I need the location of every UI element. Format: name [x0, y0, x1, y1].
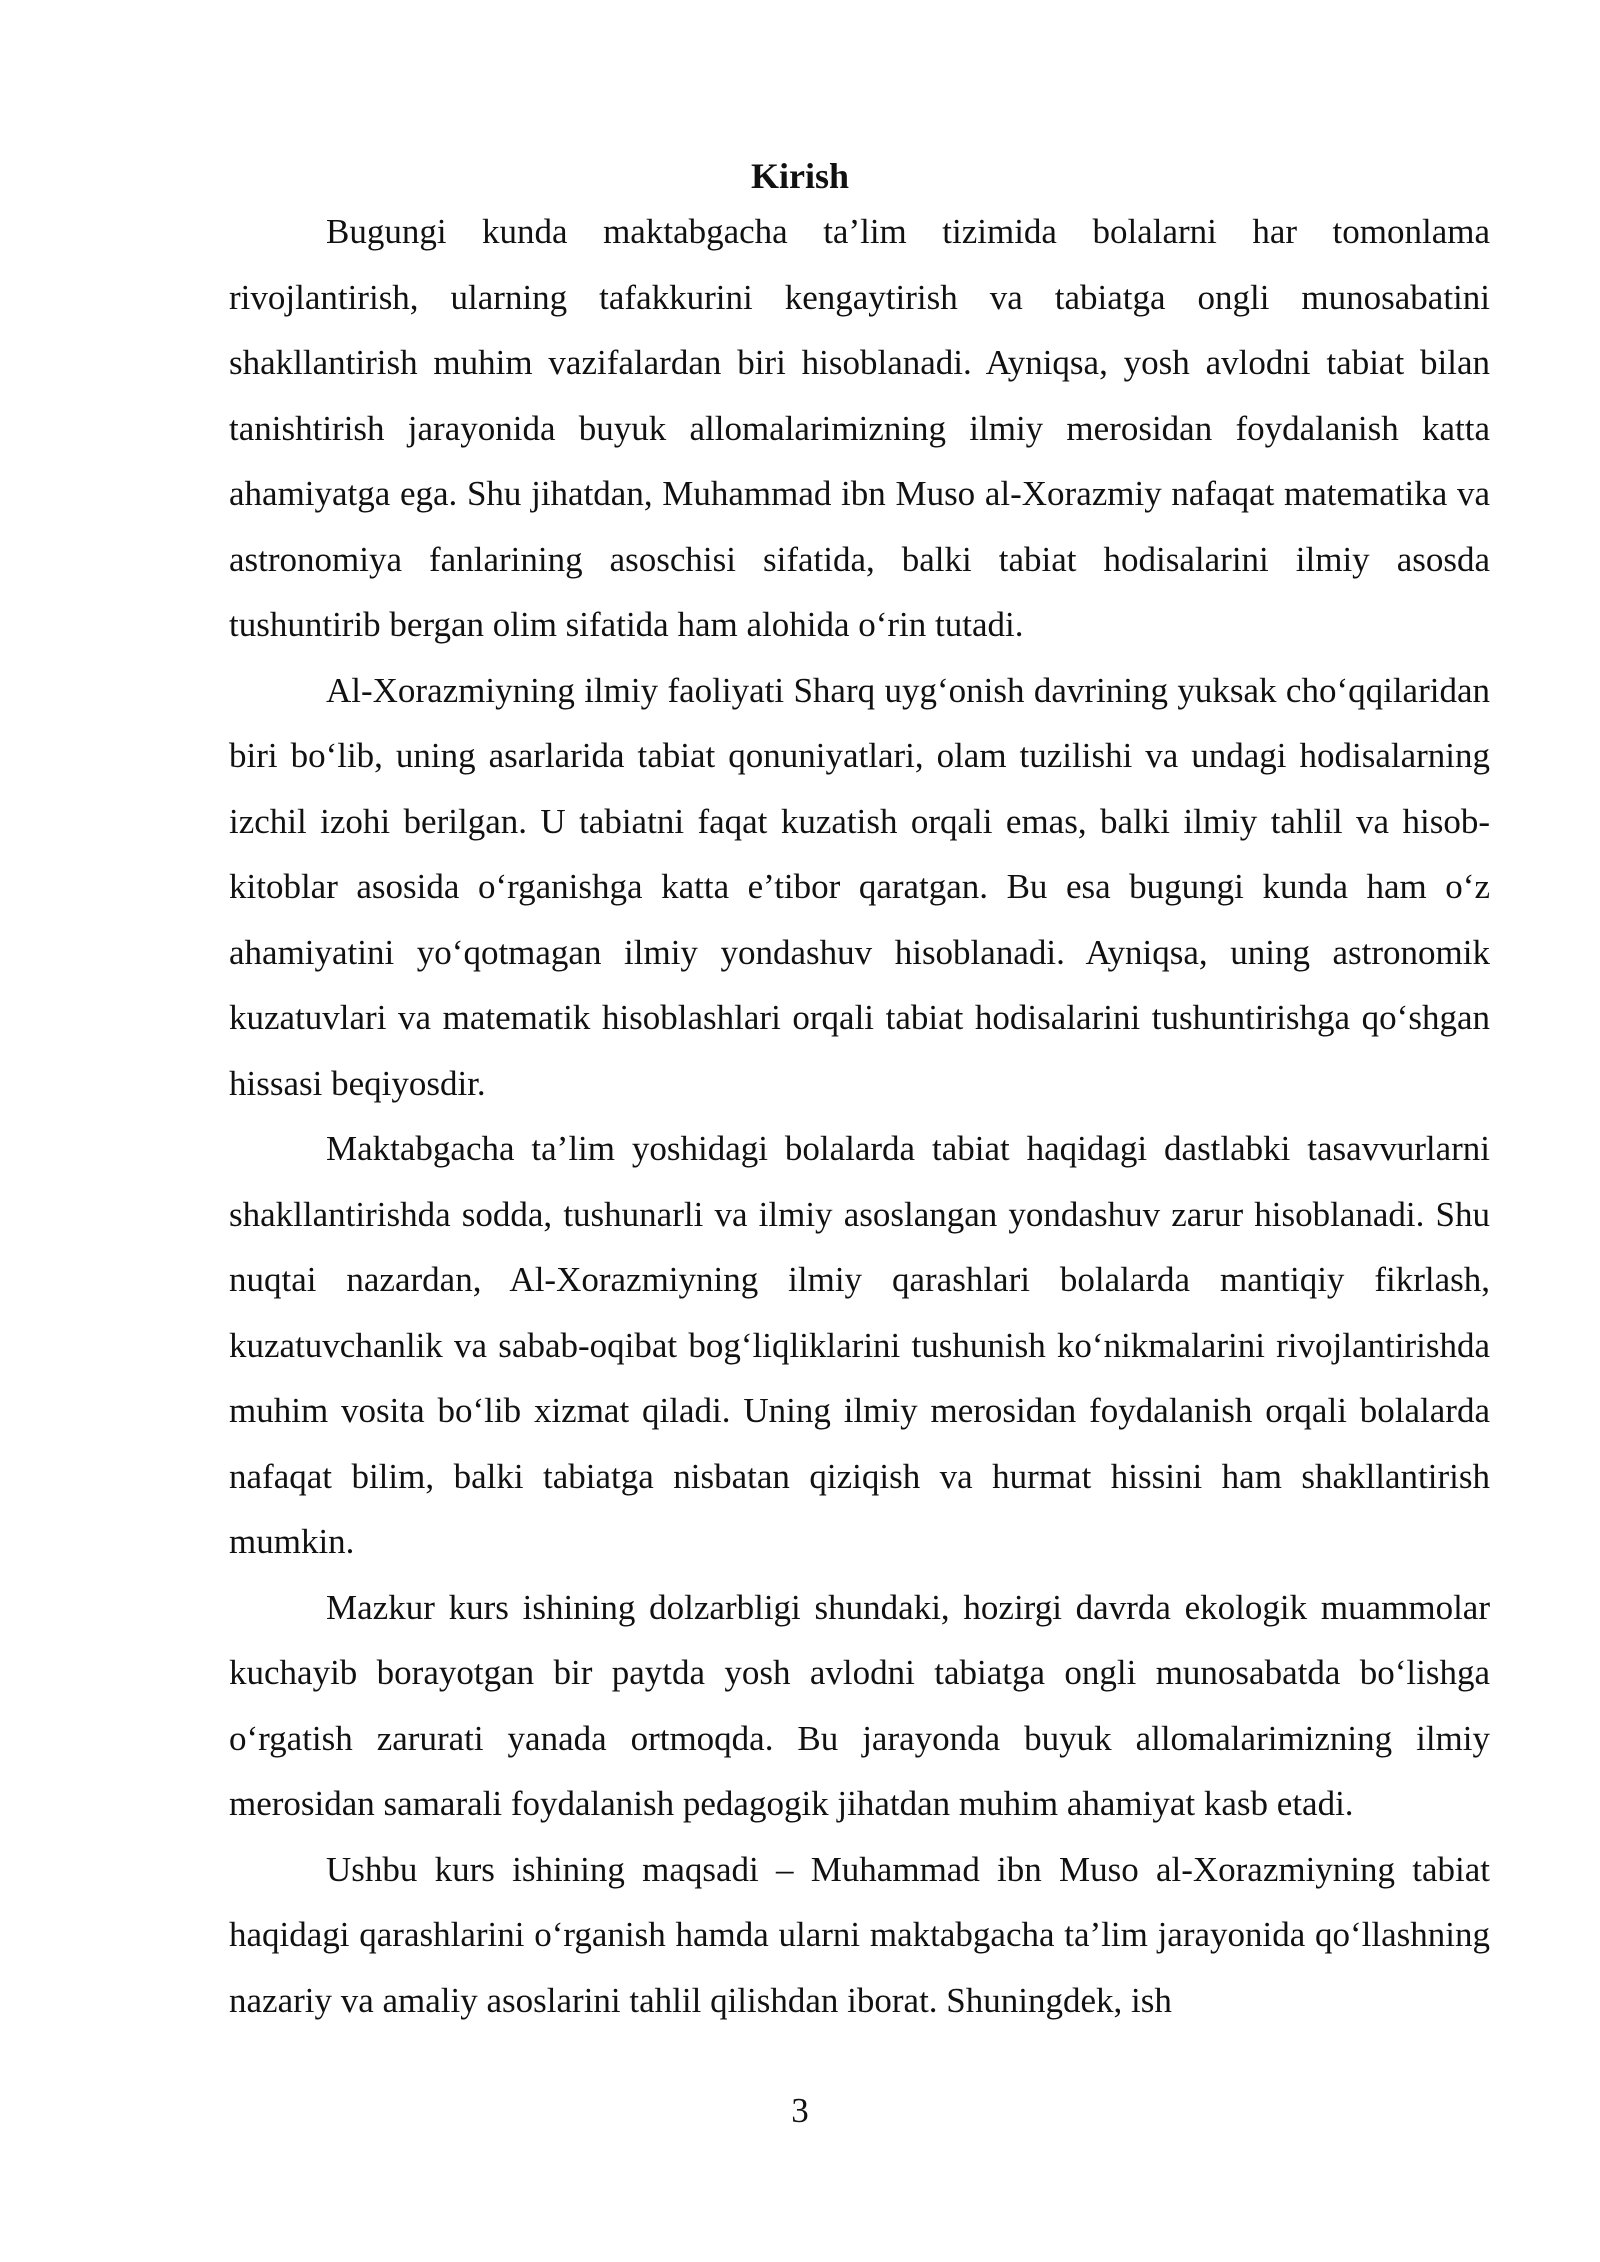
paragraph-2: Al-Xorazmiyning ilmiy faoliyati Sharq uyg‘onish davrining yuksak cho‘qqilaridan biri bo‘lib, uning asarlarida tabiat qonuniyatlari, olam tuzilishi va undagi hodisalarning izchil izohi berilgan. U tabiatni faqat kuzatish orqali emas, balki ilmiy tahlil va hisob-kitoblar asosida o‘rganishga katta e’tibor qaratgan. Bu esa bugungi kunda ham o‘z ahamiyatini yo‘qotmagan ilmiy yondashuv hisoblanadi. Ayniqsa, uning astronomik kuzatuvlari va matematik hisoblashlari orqali tabiat hodisalarini tushuntirishga qo‘shgan hissasi beqiyosdir.	[229, 670, 1490, 1103]
paragraph-3: Maktabgacha ta’lim yoshidagi bolalarda tabiat haqidagi dastlabki tasavvurlarni shakllantirishda sodda, tushunarli va ilmiy asoslangan yondashuv zarur hisoblanadi. Shu nuqtai nazardan, Al-Xorazmiyning ilmiy qarashlari bolalarda mantiqiy fikrlash, kuzatuvchanlik va sabab-oqibat bog‘liqliklarini tushunish ko‘nikmalarini rivojlantirishda muhim vosita bo‘lib xizmat qiladi. Uning ilmiy merosidan foydalanish orqali bolalarda nafaqat bilim, balki tabiatga nisbatan qiziqish va hurmat hissini ham shakllantirish mumkin.	[229, 1129, 1490, 1561]
body-text	[229, 199, 1490, 2033]
page-number: 3	[791, 2091, 809, 2130]
paragraph-4: Mazkur kurs ishining dolzarbligi shundaki, hozirgi davrda ekologik muammolar kuchayib borayotgan bir paytda yosh avlodni tabiatga ongli munosabatda bo‘lishga o‘rgatish zarurati yanada ortmoqda. Bu jarayonda buyuk allomalarimizning ilmiy merosidan samarali foydalanish pedagogik jihatdan muhim ahamiyat kasb etadi.	[229, 1587, 1490, 1823]
paragraph-1: Bugungi kunda maktabgacha ta’lim tizimida bolalarni har tomonlama rivojlantirish, ularning tafakkurini kengaytirish va tabiatga ongli munosabatini shakllantirish muhim vazifalardan biri hisoblanadi. Ayniqsa, yosh avlodni tabiat bilan tanishtirish jarayonida buyuk allomalarimizning ilmiy merosidan foydalanish katta ahamiyatga ega. Shu jihatdan, Muhammad ibn Muso al-Xorazmiy nafaqat matematika va astronomiya fanlarining asoschisi sifatida, balki tabiat hodisalarini ilmiy asosda tushuntirib bergan olim sifatida ham alohida o‘rin tutadi.	[229, 212, 1490, 644]
paragraph-5: Ushbu kurs ishining maqsadi – Muhammad ibn Muso al-Xorazmiyning tabiat haqidagi qarashlarini o‘rganish hamda ularni maktabgacha ta’lim jarayonida qo‘llashning nazariy va amaliy asoslarini tahlil qilishdan iborat. Shuningdek, ish	[229, 1849, 1490, 2020]
section-title: Kirish	[750, 156, 849, 196]
